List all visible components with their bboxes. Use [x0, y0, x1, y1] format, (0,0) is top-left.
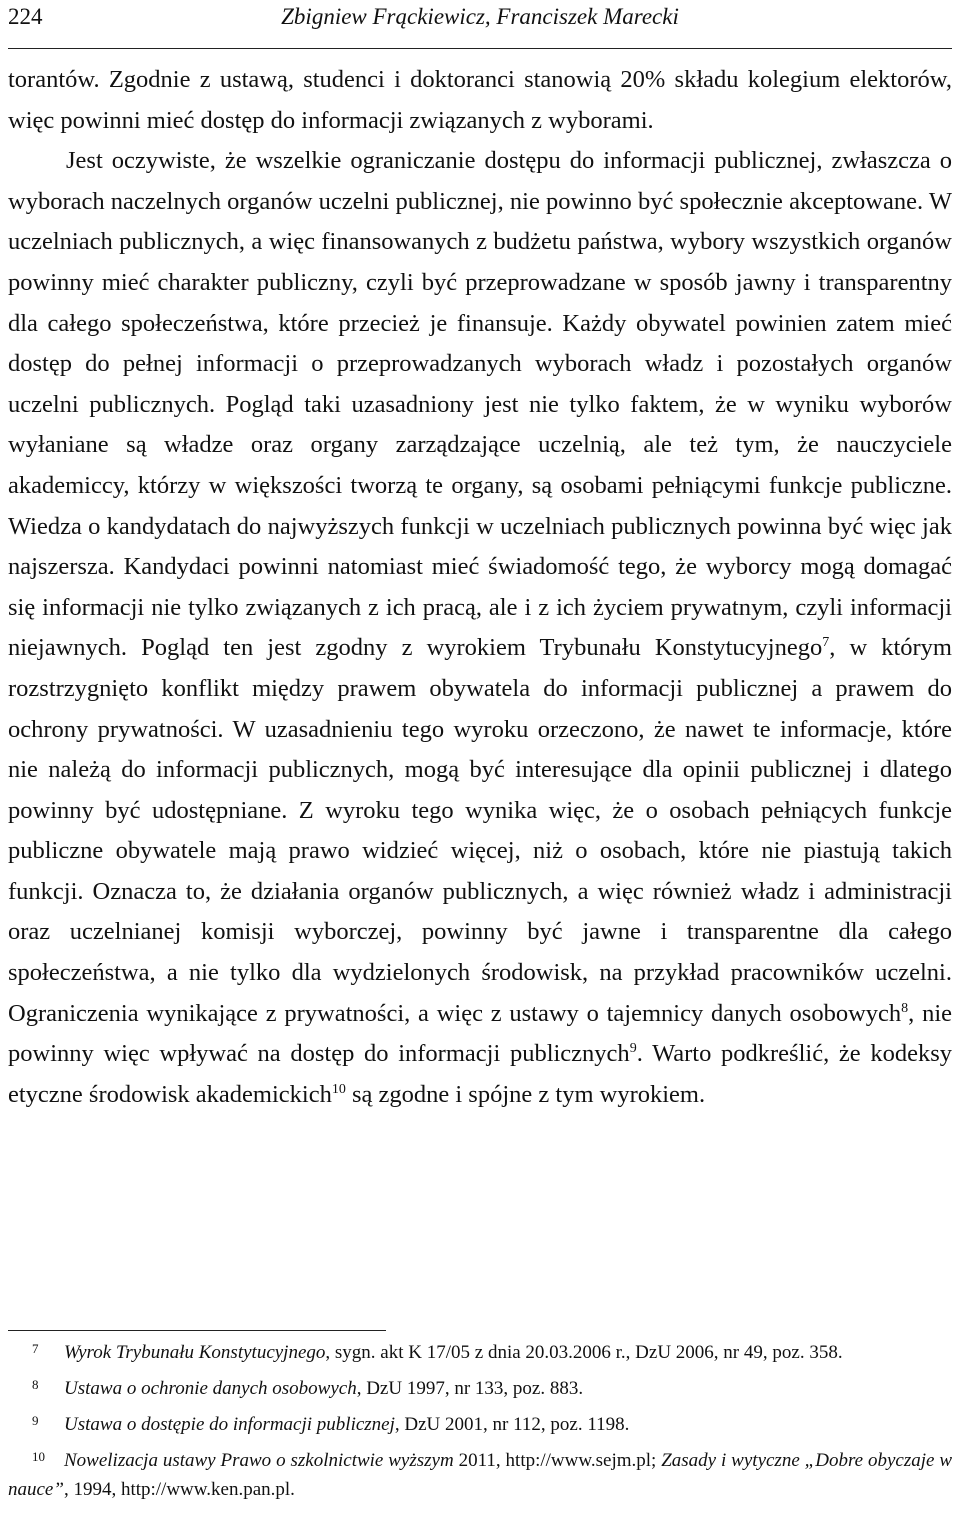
footnote-8: 8 Ustawa o ochronie danych osobowych, DzU 1997, nr 133, poz. 883. — [32, 1377, 584, 1399]
paragraph-2-text-e: są zgodne i spójne z tym wyrokiem. — [345, 1080, 706, 1108]
footnote-title-2: Zasady i wytyczne „Dobre obyczaje w nauce” — [8, 1450, 953, 1500]
footnote-ref-9[interactable]: 9 — [629, 1041, 637, 1057]
footnote-ref-10[interactable]: 10 — [331, 1081, 346, 1097]
footnote-title: Ustawa o ochronie danych osobowych — [64, 1378, 357, 1399]
paragraph-2-text-d: . Warto podkreślić, że kodeksy etyczne środowisk akademickich — [8, 1040, 952, 1108]
running-header — [8, 0, 952, 49]
body-text — [8, 60, 952, 1115]
paragraph-1 — [8, 60, 952, 141]
footnote-9: 9 Ustawa o dostępie do informacji publicznej, DzU 2001, nr 112, poz. 1198. — [32, 1413, 630, 1435]
footnote-separator — [8, 1330, 386, 1331]
footnote-title: Ustawa o dostępie do informacji publicznej — [64, 1414, 395, 1435]
footnote-10: 10 Nowelizacja ustawy Prawo o szkolnictwie wyższym 2011, http://www.sejm.pl; Zasady i wytyczne „Dobre obyczaje w nauce”, 1994, http://www.ken.pan.pl. — [8, 1449, 953, 1500]
paragraph-2 — [8, 141, 952, 1115]
footnote-ref-8[interactable]: 8 — [901, 1000, 909, 1016]
footnote-text: , DzU 1997, nr 133, poz. 883. — [356, 1378, 584, 1399]
paragraph-2-text-a: Jest oczywiste, że wszelkie ograniczanie dostępu do informacji publicznej, zwłaszcza o wyborach naczelnych organów uczelni publicznej, nie powinno być społecznie akceptowane. W uczelniach publicznych, a więc finansowanych z budżetu państwa, wybory wszystkich organów powinny mieć charakter publiczny, czyli być przeprowadzane w sposób jawny i transparentny dla całego społeczeństwa, które przecież je finansuje. Każdy obywatel powinien zatem mieć dostęp do pełnej informacji o przeprowadzanych wyborach władz i pozostałych organów uczelni publicznych. Pogląd taki uzasadniony jest nie tylko faktem, że w wyniku wyborów wyłaniane są władze oraz organy zarządzające uczelnią, ale też tym, że nauczyciele akademiccy, którzy w większości tworzą te organy, są osobami pełniącymi funkcje publiczne. Wiedza o kandydatach do najwyższych funkcji w uczelniach publicznych powinna być więc jak najszersza. Kandydaci powinni natomiast mieć świadomość tego, że wyborcy mogą domagać się informacji nie tylko związanych z ich pracą, ale i z ich życiem prywatnym, czyli informacji niejawnych. Pogląd ten jest zgodny z wyrokiem Trybunału Konstytucyjnego — [8, 147, 952, 662]
footnote-ref-7[interactable]: 7 — [822, 635, 830, 651]
footnote-title: Wyrok Trybunału Konstytucyjnego — [64, 1342, 326, 1363]
paragraph-2-text-c: , nie powinny więc wpływać na dostęp do informacji publicznych — [8, 999, 952, 1068]
footnote-7: 7 Wyrok Trybunału Konstytucyjnego, sygn. akt K 17/05 z dnia 20.03.2006 r., DzU 2006, nr 49, poz. 358. — [32, 1341, 843, 1363]
paragraph-2-text-b: , w którym rozstrzygnięto konflikt między prawem obywatela do informacji publicznej a prawem do ochrony prywatności. W uzasadnieniu tego wyroku orzeczono, że nawet te informacje, które nie należą do informacji publicznych, mogą być interesujące dla opinii publicznej i dlatego powinny być udostępniane. Z wyroku tego wynika więc, że o osobach pełniących funkcje publiczne obywatele mają prawo widzieć więcej, niż o osobach, które nie piastują takich funkcji. Oznacza to, że działania organów publicznych, a więc również władz i administracji oraz uczelnianej komisji wyborczej, powinny być jawne i transparentne dla całego społeczeństwa, a nie tylko dla wydzielonych środowisk, na przykład pracowników uczelni. Ograniczenia wynikające z prywatności, a więc z ustawy o tajemnicy danych osobowych — [8, 634, 952, 1027]
footnote-text: 2011, http://www.sejm.pl; — [453, 1450, 662, 1471]
paragraph-1-text: torantów. Zgodnie z ustawą, studenci i doktoranci stanowią 20% składu kolegium elektorów, więc powinni mieć dostęp do informacji związanych z wyborami. — [8, 66, 952, 134]
page-number: 224 — [8, 4, 43, 29]
footnote-text-end: , 1994, http://www.ken.pan.pl. — [63, 1479, 295, 1500]
footnote-text: , DzU 2001, nr 112, poz. 1198. — [394, 1414, 630, 1435]
footnote-text: , sygn. akt K 17/05 z dnia 20.03.2006 r., DzU 2006, nr 49, poz. 358. — [325, 1342, 843, 1363]
running-title: Zbigniew Frąckiewicz, Franciszek Marecki — [281, 4, 679, 29]
footnotes — [8, 1338, 952, 1511]
footnote-title: Nowelizacja ustawy Prawo o szkolnictwie wyższym — [64, 1450, 454, 1471]
